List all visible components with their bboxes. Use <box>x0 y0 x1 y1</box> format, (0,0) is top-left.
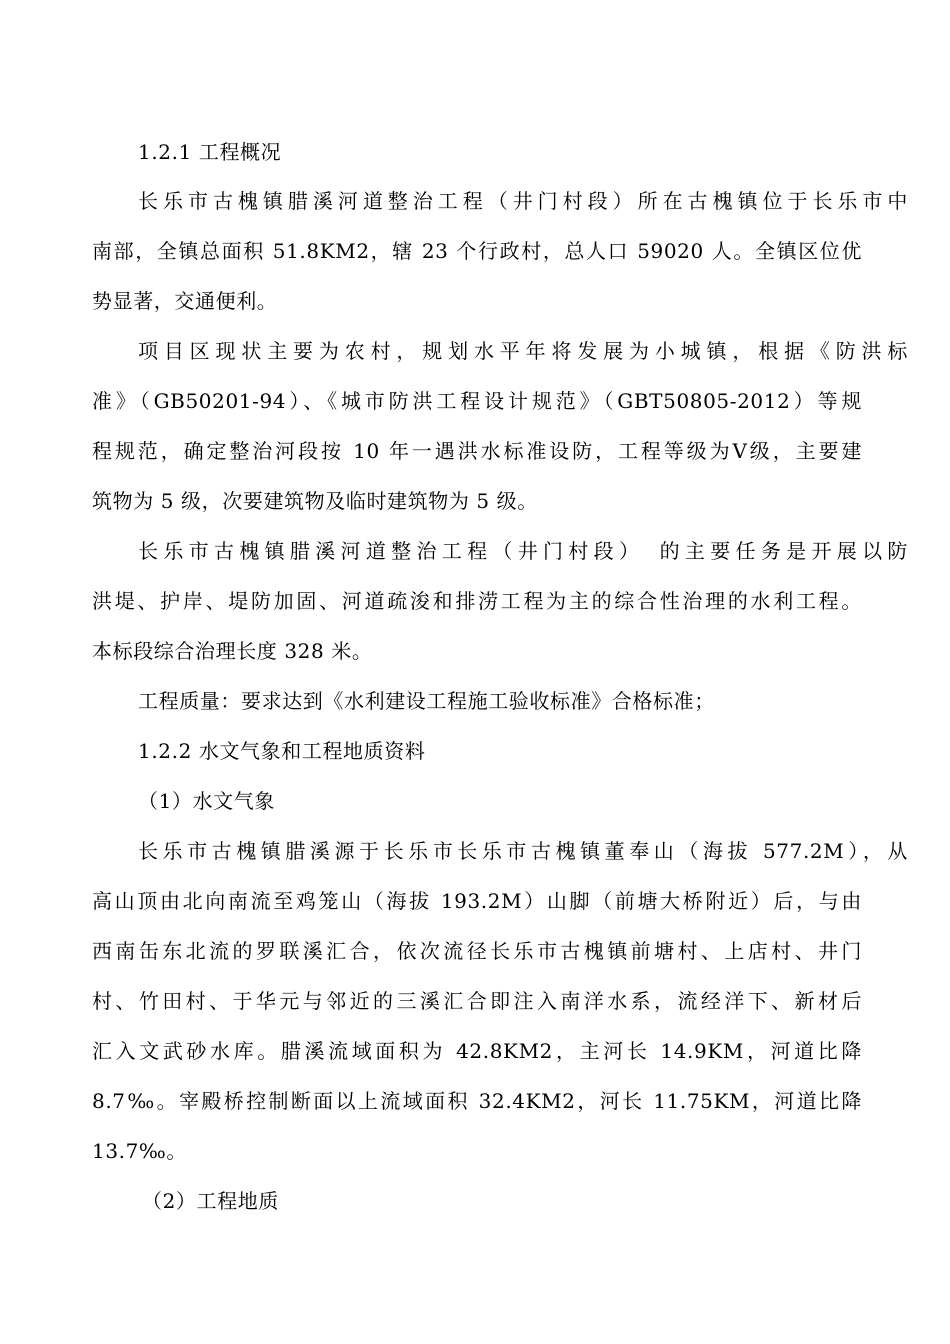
paragraph-line: 筑物为 5 级，次要建筑物及临时建筑物为 5 级。 <box>92 489 538 513</box>
paragraph-line: 洪堤、护岸、堤防加固、河道疏浚和排涝工程为主的综合性治理的水利工程。 <box>92 589 862 613</box>
paragraph-line: 13.7‰。 <box>92 1139 187 1163</box>
paragraph-line: 高山顶由北向南流至鸡笼山（海拔 193.2M）山脚（前塘大桥附近）后，与由 <box>92 889 862 913</box>
section-heading-1-2-2: 1.2.2 水文气象和工程地质资料 <box>138 739 426 763</box>
paragraph-line: 本标段综合治理长度 328 米。 <box>92 639 373 663</box>
paragraph-line: 村、竹田村、于华元与邻近的三溪汇合即注入南洋水系，流经洋下、新材后 <box>92 989 862 1013</box>
subsection-heading: （1）水文气象 <box>138 789 275 813</box>
paragraph-line: 8.7‰。宰殿桥控制断面以上流域面积 32.4KM2，河长 11.75KM，河道比降 <box>92 1089 862 1113</box>
paragraph-line: 势显著，交通便利。 <box>92 289 278 313</box>
paragraph-line: 程规范，确定整治河段按 10 年一遇洪水标准设防，工程等级为Ⅴ级，主要建 <box>92 439 862 463</box>
paragraph-line: 工程质量：要求达到《水利建设工程施工验收标准》合格标准； <box>138 689 715 713</box>
paragraph-line: 南部，全镇总面积 51.8KM2，辖 23 个行政村，总人口 59020 人。全镇区位优 <box>92 239 862 263</box>
paragraph-line: 准》（GB50201-94）、《城市防洪工程设计规范》（GBT50805-2012）等规 <box>92 389 862 413</box>
section-heading-1-2-1: 1.2.1 工程概况 <box>138 140 282 164</box>
paragraph-line: 汇入文武砂水库。腊溪流域面积为 42.8KM2，主河长 14.9KM，河道比降 <box>92 1039 862 1063</box>
paragraph-line: 长乐市古槐镇腊溪源于长乐市长乐市古槐镇董奉山（海拔 577.2M），从 <box>138 839 908 863</box>
paragraph-line: 长乐市古槐镇腊溪河道整治工程（井门村段）所在古槐镇位于长乐市中 <box>138 189 908 213</box>
paragraph-line: 项目区现状主要为农村，规划水平年将发展为小城镇，根据《防洪标 <box>138 339 908 363</box>
paragraph-line: 西南缶东北流的罗联溪汇合，依次流径长乐市古槐镇前塘村、上店村、井门 <box>92 939 862 963</box>
paragraph-line: 长乐市古槐镇腊溪河道整治工程（井门村段） 的主要任务是开展以防 <box>138 539 908 563</box>
subsection-heading: （2）工程地质 <box>142 1189 279 1213</box>
